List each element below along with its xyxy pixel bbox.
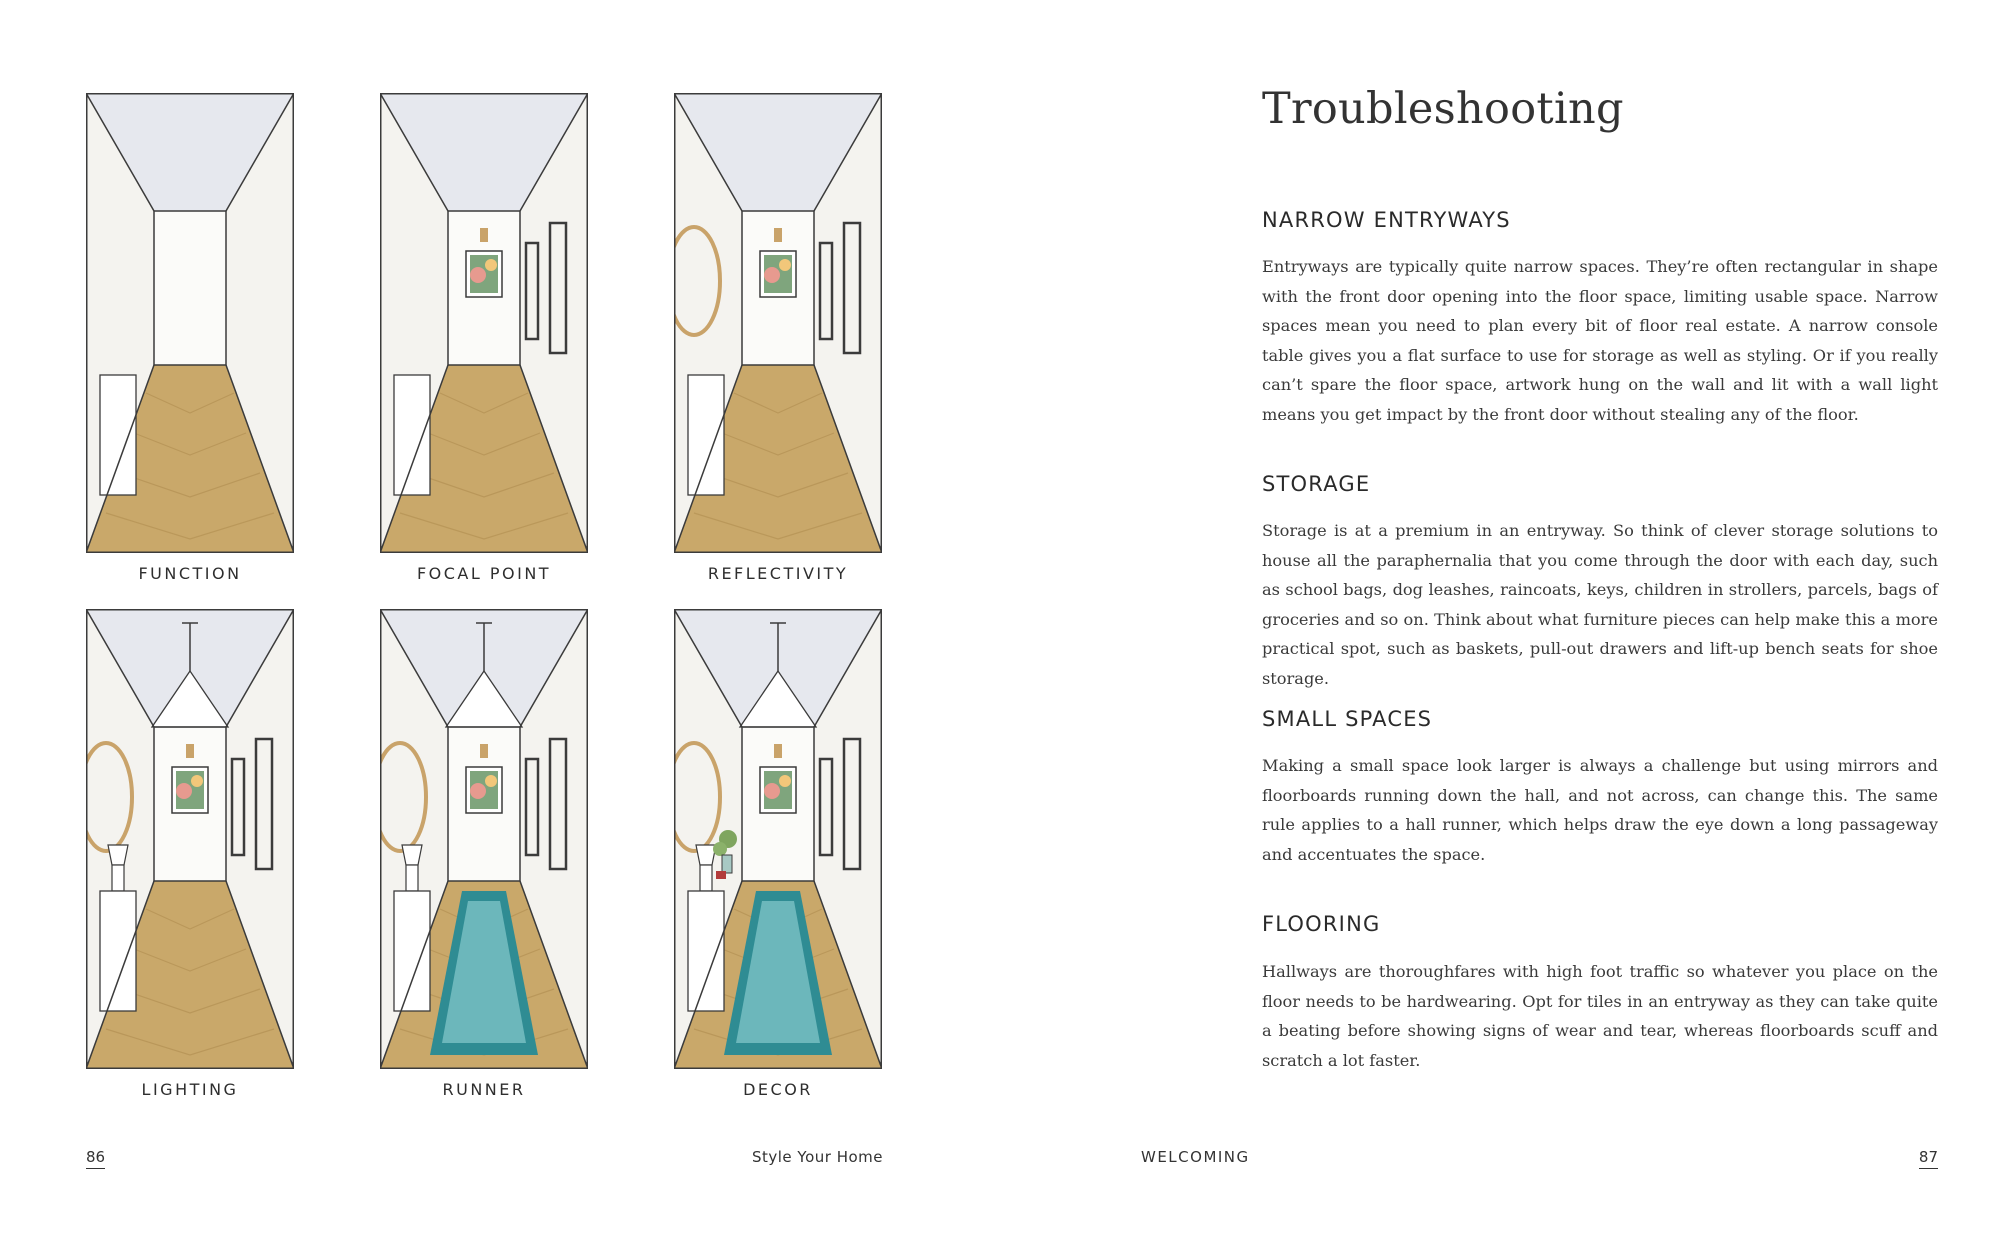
section-heading-flooring: FLOORING: [1262, 912, 1381, 936]
caption-decor: DECOR: [743, 1080, 813, 1099]
illustration-decor: [674, 609, 882, 1069]
illustration-runner: [380, 609, 588, 1069]
section-heading-narrow-entryways: NARROW ENTRYWAYS: [1262, 208, 1511, 232]
illustration-reflectivity: [674, 93, 882, 553]
running-title: Style Your Home: [751, 1148, 883, 1166]
caption-reflectivity: REFLECTIVITY: [707, 564, 849, 583]
page-number-right: 87: [1919, 1148, 1938, 1169]
running-section: WELCOMING: [1141, 1148, 1250, 1166]
section-body-small-spaces: Making a small space look larger is always a challenge but using mirrors and floorboards running down the hall, and not across, can change this. The same rule applies to a hall runner, which helps draw the eye down a long passageway and accentuates the space.: [1262, 756, 1938, 864]
illustration-focal-point: [380, 93, 588, 553]
section-heading-storage: STORAGE: [1262, 472, 1371, 496]
illustration-function: [86, 93, 294, 553]
caption-function: FUNCTION: [138, 564, 242, 583]
illustration-lighting: [86, 609, 294, 1069]
caption-focal-point: FOCAL POINT: [416, 564, 552, 583]
section-heading-small-spaces: SMALL SPACES: [1262, 707, 1433, 731]
page-title: Troubleshooting: [1262, 84, 1624, 134]
section-body-narrow-entryways: Entryways are typically quite narrow spaces. They’re often rectangular in shape with the front door opening into the floor space, limiting usable space. Narrow spaces mean you need to plan every bit of floor real estate. A narrow console table gives you a flat surface to use for storage as well as styling. Or if you really can’t spare the floor space, artwork hung on the wall and lit with a wall light means you get impact by the front door without stealing any of the floor.: [1262, 257, 1938, 424]
caption-runner: RUNNER: [442, 1080, 526, 1099]
section-body-flooring: Hallways are thoroughfares with high foot traffic so whatever you place on the floor needs to be hardwearing. Opt for tiles in an entryway as they can take quite a beating before showing signs of wear and tear, whereas floorboards scuff and scratch a lot faster.: [1262, 962, 1938, 1070]
page-number-left: 86: [86, 1148, 105, 1169]
section-body-storage: Storage is at a premium in an entryway. So think of clever storage solutions to house all the paraphernalia that you come through the door with each day, such as school bags, dog leashes, raincoats, keys, children in strollers, parcels, bags of groceries and so on. Think about what furniture pieces can help make this a more practical spot, such as baskets, pull-out drawers and lift-up bench seats for shoe storage.: [1262, 521, 1938, 688]
caption-lighting: LIGHTING: [141, 1080, 239, 1099]
